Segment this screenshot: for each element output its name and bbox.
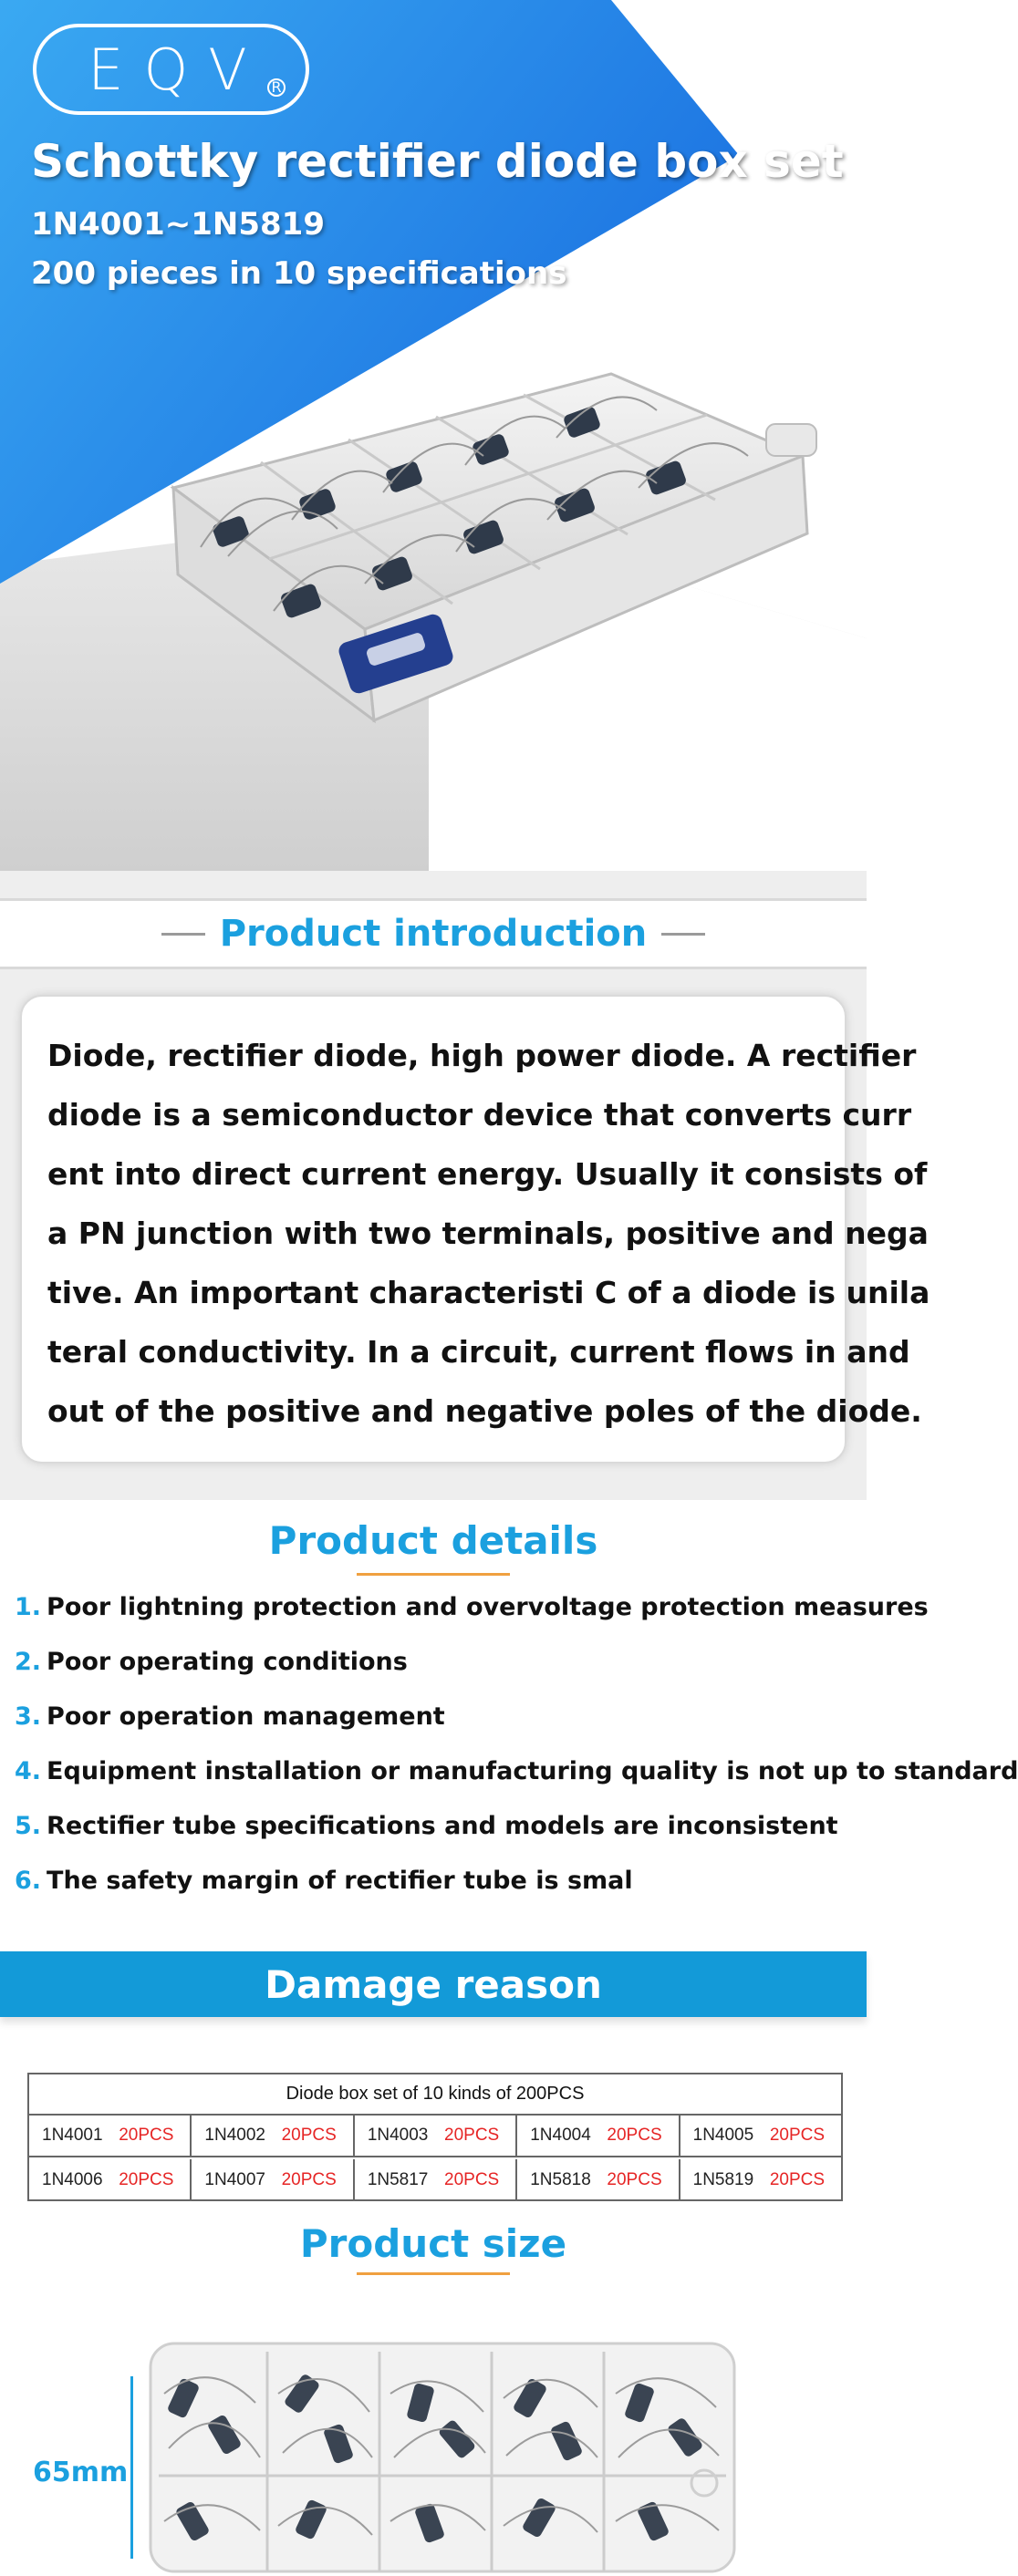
brand-logo xyxy=(33,24,309,115)
detail-number: 1. xyxy=(15,1593,42,1621)
table-cell xyxy=(517,2159,680,2201)
detail-item xyxy=(15,1867,633,1895)
spec-model: 1N4005 xyxy=(692,2126,754,2145)
title-dash-right xyxy=(661,933,705,936)
spec-quantity: 20PCS xyxy=(119,2170,174,2189)
product-details-section xyxy=(0,1500,1018,1960)
spec-quantity: 20PCS xyxy=(281,2126,337,2145)
detail-item xyxy=(15,1812,838,1840)
spec-model: 1N4006 xyxy=(42,2170,103,2189)
detail-text: Poor lightning protection and overvoltage protection measures xyxy=(47,1593,929,1621)
spec-quantity: 20PCS xyxy=(769,2126,826,2145)
detail-number: 5. xyxy=(15,1812,42,1840)
spec-model: 1N4004 xyxy=(530,2126,591,2145)
registered-mark-icon: R xyxy=(267,78,286,97)
height-dimension-line xyxy=(130,2376,133,2559)
detail-text: Poor operating conditions xyxy=(47,1648,408,1676)
spec-quantity: 20PCS xyxy=(444,2126,500,2145)
table-cell xyxy=(192,2116,354,2156)
table-cell xyxy=(29,2116,192,2156)
intro-line: teral conductivity. In a circuit, current flows in and xyxy=(47,1334,910,1370)
intro-header-bar xyxy=(0,898,867,969)
intro-text-card xyxy=(20,995,930,1464)
hero-range: 1N4001~1N5819 xyxy=(31,206,325,243)
spec-model: 1N4007 xyxy=(204,2170,265,2189)
spec-table xyxy=(27,2073,843,2201)
detail-number: 6. xyxy=(15,1867,42,1895)
hero-banner xyxy=(0,0,867,871)
table-cell xyxy=(517,2116,680,2156)
brand-logo-text: EQV xyxy=(88,36,267,103)
hero-pieces: 200 pieces in 10 specifications xyxy=(31,255,567,292)
intro-line: a PN junction with two terminals, positive and nega xyxy=(47,1216,929,1251)
detail-text: Rectifier tube specifications and models are inconsistent xyxy=(47,1812,838,1840)
product-size-image xyxy=(146,2339,739,2576)
intro-line: Diode, rectifier diode, high power diode. A rectifier xyxy=(47,1038,917,1073)
table-row xyxy=(29,2159,841,2201)
table-cell xyxy=(29,2159,192,2201)
intro-line: ent into direct current energy. Usually it consists of xyxy=(47,1156,928,1192)
hero-title: Schottky rectifier diode box set xyxy=(31,135,844,188)
diode-box-image xyxy=(164,337,821,739)
detail-item xyxy=(15,1702,445,1731)
detail-number: 2. xyxy=(15,1648,42,1676)
spec-quantity: 20PCS xyxy=(281,2170,337,2189)
spec-quantity: 20PCS xyxy=(769,2170,826,2189)
details-title-underline xyxy=(357,1573,510,1576)
details-title: Product details xyxy=(268,1518,598,1563)
table-cell xyxy=(192,2159,354,2201)
spec-table-header: Diode box set of 10 kinds of 200PCS xyxy=(29,2074,841,2116)
table-cell xyxy=(680,2116,841,2156)
intro-line: diode is a semiconductor device that converts curr xyxy=(47,1097,912,1133)
spec-model: 1N4002 xyxy=(204,2126,265,2145)
detail-number: 3. xyxy=(15,1702,42,1731)
spec-quantity: 20PCS xyxy=(607,2170,662,2189)
table-cell xyxy=(355,2116,517,2156)
height-dimension-label: 65mm xyxy=(33,2457,129,2488)
detail-text: Equipment installation or manufacturing quality is not up to standard xyxy=(47,1757,1018,1785)
spec-quantity: 20PCS xyxy=(444,2170,500,2189)
detail-item xyxy=(15,1593,929,1621)
intro-line: tive. An important characteristi C of a diode is unila xyxy=(47,1275,930,1310)
spec-model: 1N5819 xyxy=(692,2170,754,2189)
spec-quantity: 20PCS xyxy=(607,2126,662,2145)
detail-number: 4. xyxy=(15,1757,42,1785)
damage-title: Damage reason xyxy=(265,1961,602,2007)
product-introduction-section xyxy=(0,871,930,1500)
damage-reason-banner xyxy=(0,1951,867,2017)
intro-title: Product introduction xyxy=(219,913,648,955)
table-row xyxy=(29,2116,841,2157)
detail-text: The safety margin of rectifier tube is smal xyxy=(47,1867,633,1895)
spec-model: 1N4003 xyxy=(367,2126,429,2145)
spec-model: 1N5817 xyxy=(367,2170,429,2189)
table-cell xyxy=(355,2159,517,2201)
detail-item xyxy=(15,1648,408,1676)
detail-item xyxy=(15,1757,1018,1785)
intro-line: out of the positive and negative poles of the diode. xyxy=(47,1393,922,1429)
spec-quantity: 20PCS xyxy=(119,2126,174,2145)
size-title: Product size xyxy=(299,2221,567,2266)
detail-text: Poor operation management xyxy=(47,1702,445,1731)
table-cell xyxy=(680,2159,841,2201)
spec-model: 1N4001 xyxy=(42,2126,103,2145)
size-title-underline xyxy=(357,2272,510,2275)
spec-model: 1N5818 xyxy=(530,2170,591,2189)
title-dash-left xyxy=(161,933,205,936)
